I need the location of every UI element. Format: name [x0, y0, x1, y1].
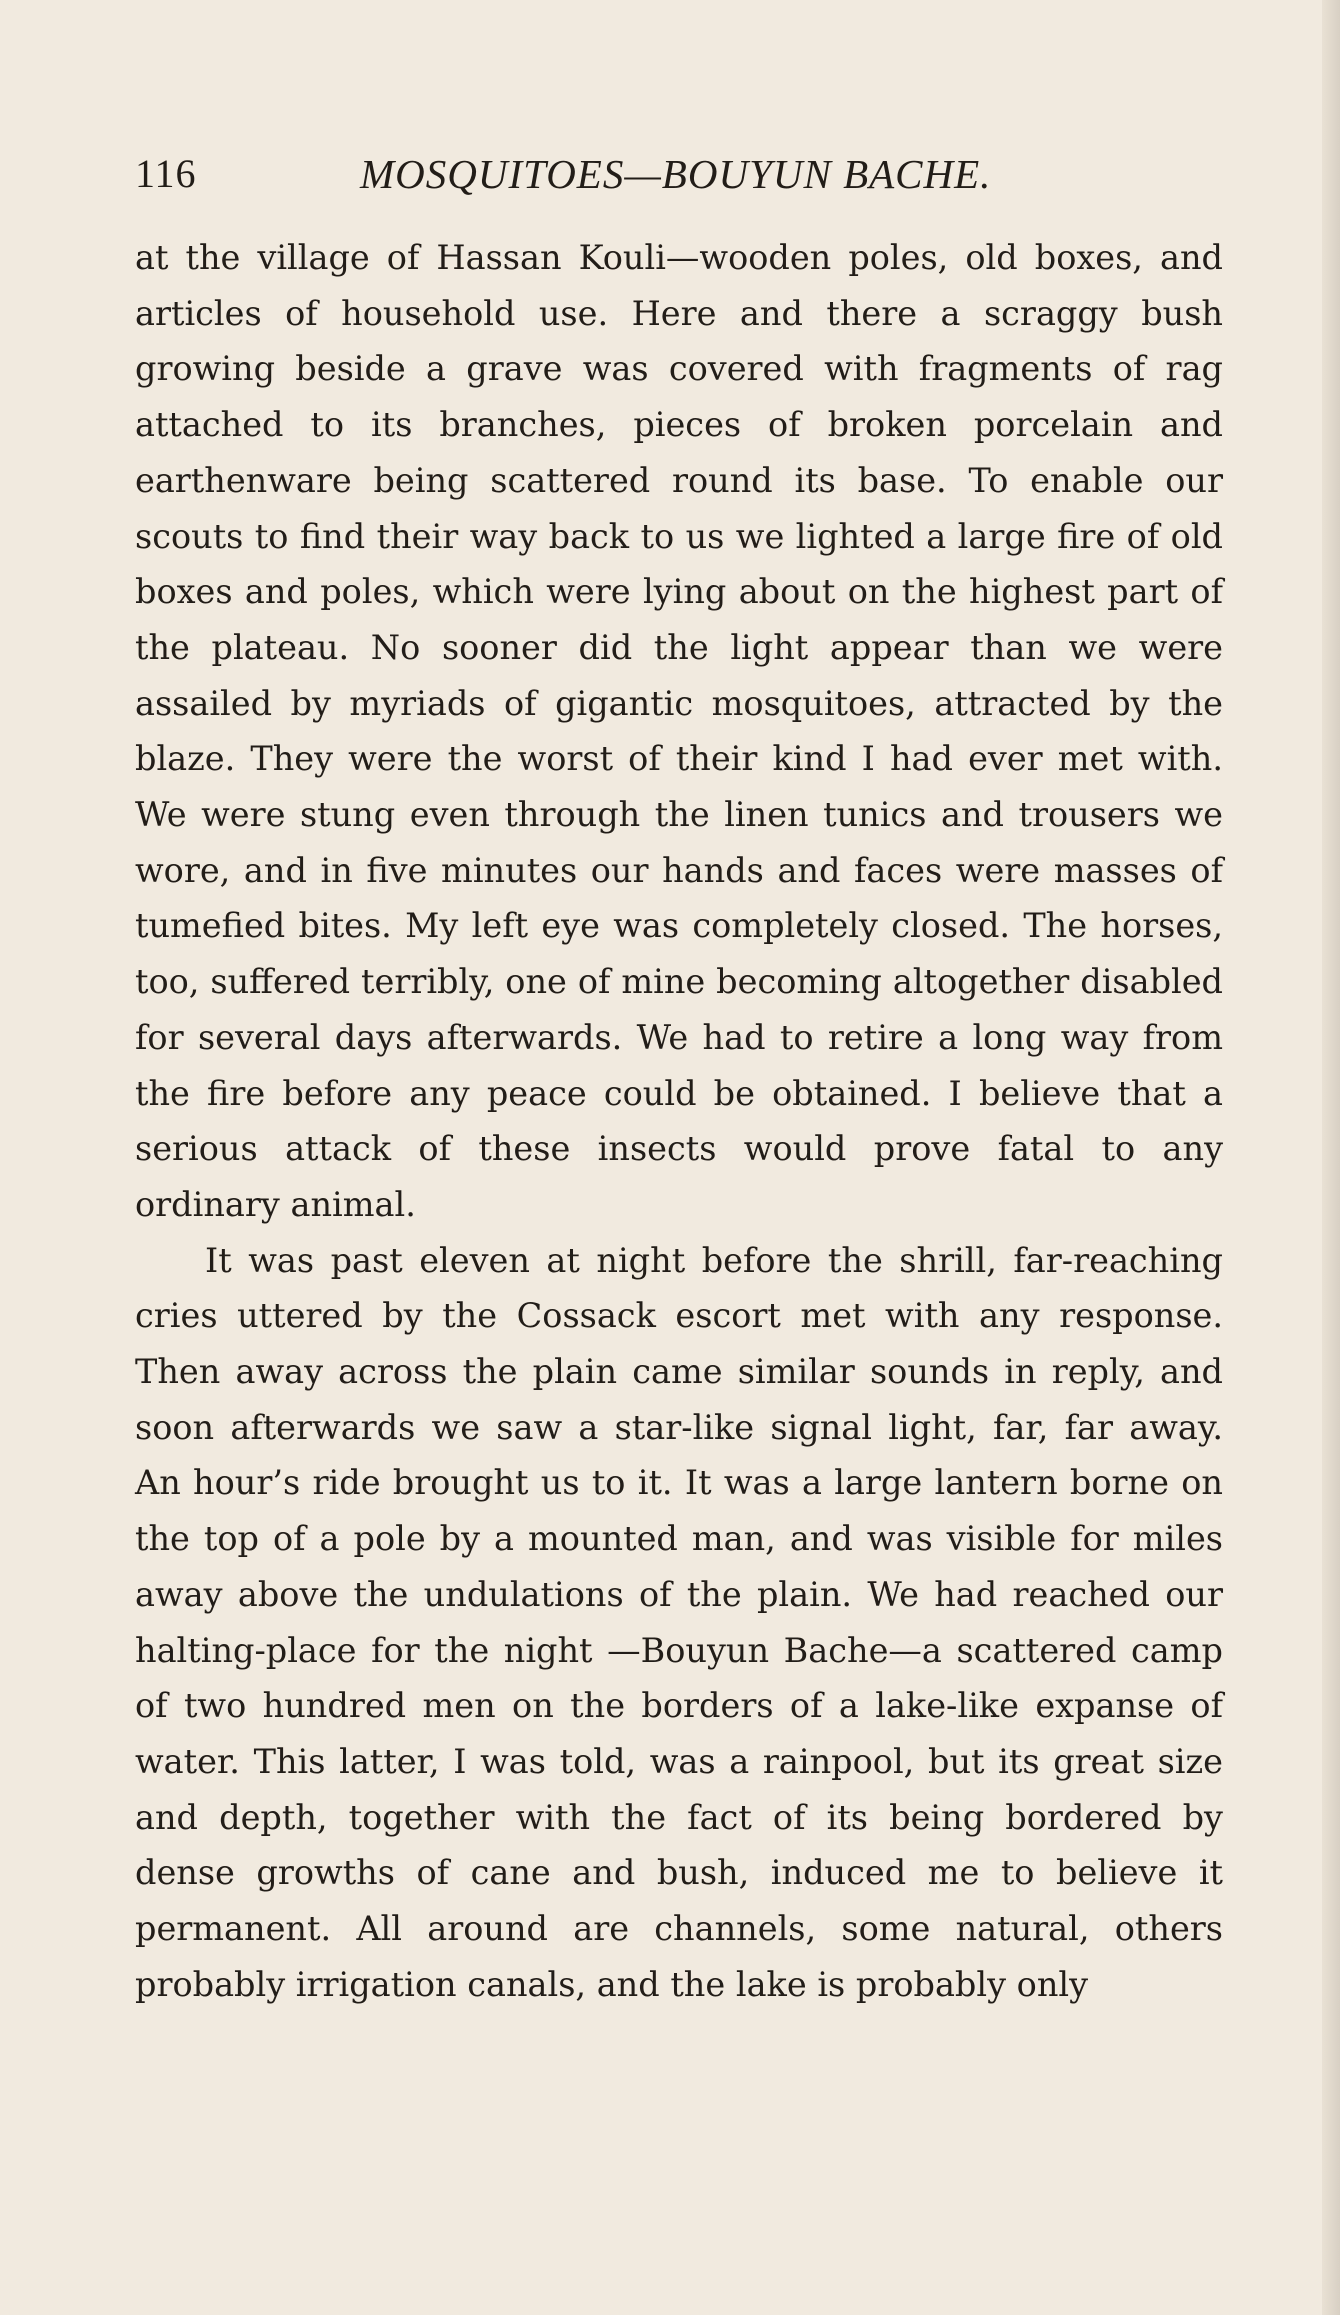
paragraph-2: It was past eleven at night before the shrill, far-reaching cries uttered by the Cossack escort met with any response. Then away across the plain came similar sounds in reply, and soon afterwards we saw a star-like signal light, far, far away. An hour’s ride brought us to it. It was a large lantern borne on the top of a pole by a mounted man, and was visible for miles away above the undulations of the plain. We had reached our halting-place for the night —Bouyun Bache—a scattered camp of two hundred men on the borders of a lake-like expanse of water. This latter, I was told, was a rainpool, but its great size and depth, together with the fact of its being bordered by dense growths of cane and bush, induced me to believe it permanent. All around are channels, some natural, others probably irrigation canals, and the lake is probably only: [135, 1240, 1223, 2004]
body-text: [135, 230, 1223, 2013]
page-header: [135, 140, 1215, 200]
running-head: MOSQUITOES—BOUYUN BACHE.: [360, 151, 992, 197]
page-number: 116: [135, 151, 197, 196]
scan-edge: [1322, 0, 1340, 2315]
paragraph-1: at the village of Hassan Kouli—wooden poles, old boxes, and articles of household use. Here and there a scraggy bush growing beside a grave was covered with fragments of rag attached to its branches, pieces of broken porcelain and earthenware being scattered round its base. To enable our scouts to find their way back to us we lighted a large fire of old boxes and poles, which were lying about on the highest part of the plateau. No sooner did the light appear than we were assailed by myriads of gigantic mosquitoes, attracted by the blaze. They were the worst of their kind I had ever met with. We were stung even through the linen tunics and trousers we wore, and in five minutes our hands and faces were masses of tumefied bites. My left eye was completely closed. The horses, too, suffered terribly, one of mine becoming altogether disabled for several days afterwards. We had to retire a long way from the fire before any peace could be obtained. I believe that a serious attack of these insects would prove fatal to any ordinary animal.: [135, 238, 1223, 1224]
